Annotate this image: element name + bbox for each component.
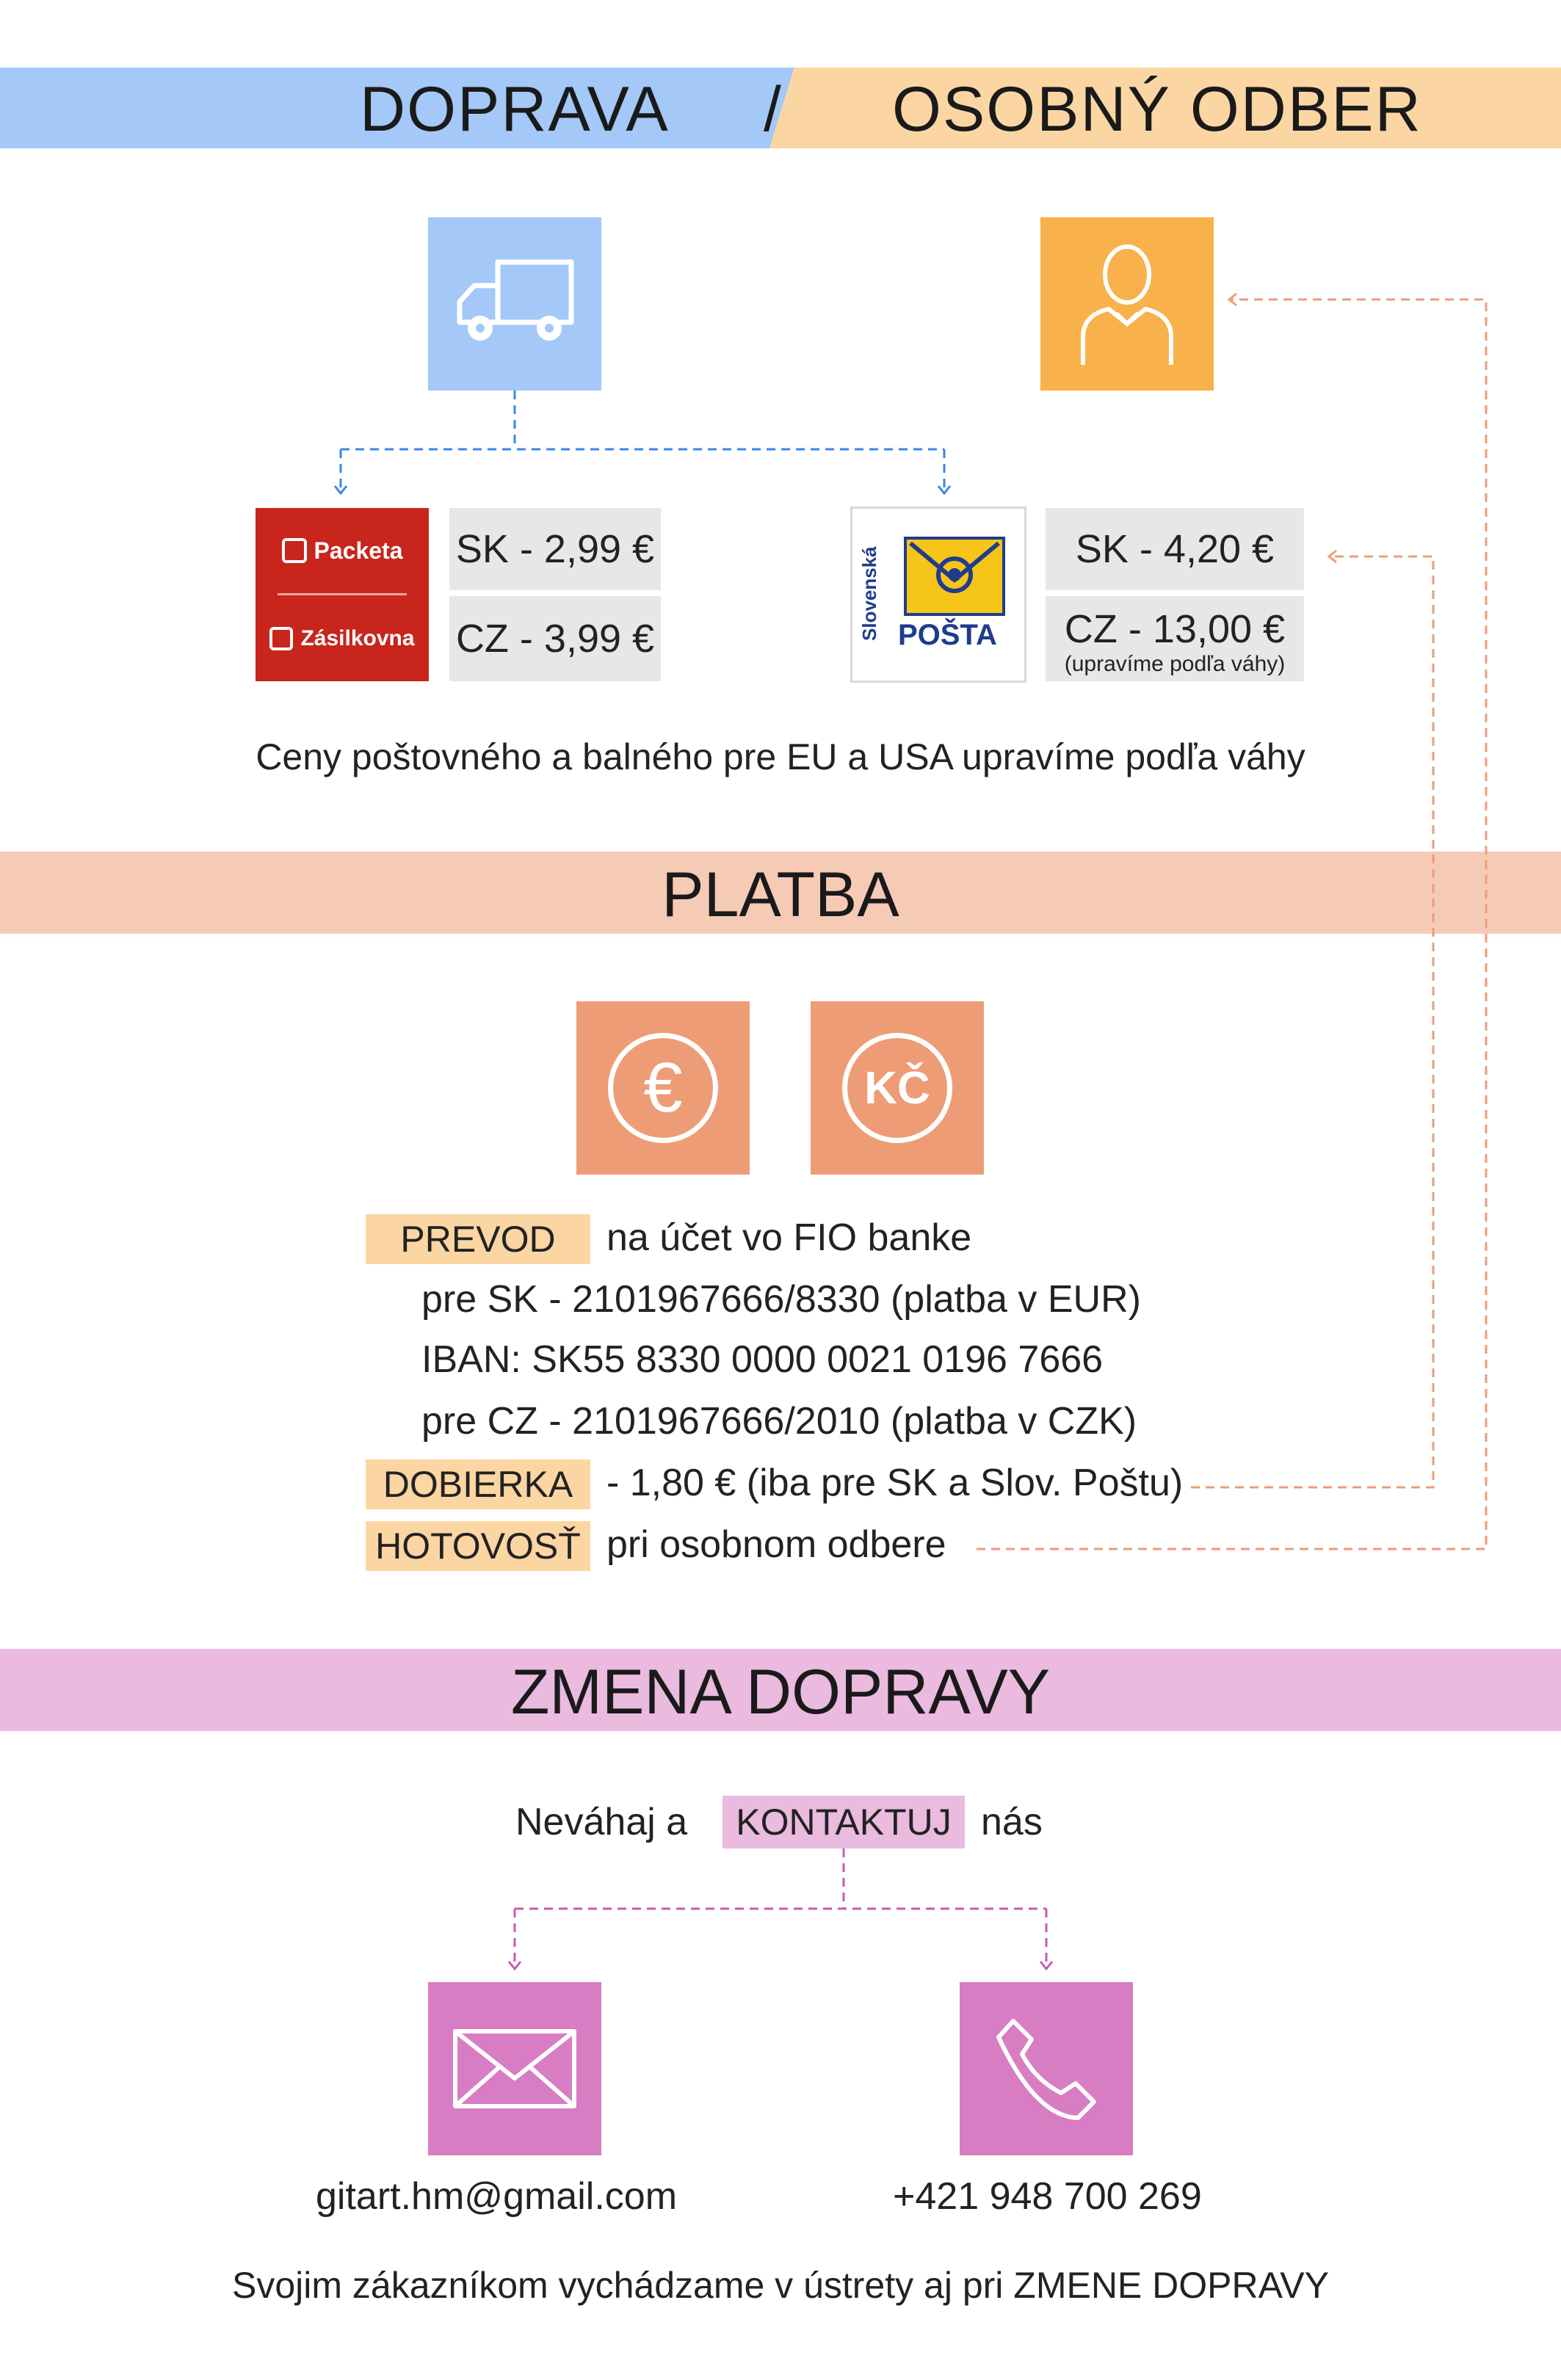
dobierka-connector [1191, 556, 1433, 1487]
prevod-text: na účet vo FIO banke [606, 1216, 972, 1259]
zmena-title: ZMENA DOPRAVY [510, 1657, 1051, 1727]
contact-intro-after: nás [981, 1801, 1043, 1843]
payment-line-cz: pre CZ - 2101967666/2010 (platba v CZK) [421, 1400, 1137, 1443]
euro-symbol: € [608, 1033, 718, 1143]
email-address[interactable]: gitart.hm@gmail.com [316, 2175, 678, 2218]
payment-line-iban: IBAN: SK55 8330 0000 0021 0196 7666 [421, 1338, 1104, 1381]
packeta-logo [256, 508, 429, 681]
header-slash: / [764, 74, 781, 145]
packeta-logo-bottom: Zásilkovna [300, 626, 415, 650]
posta-price-cz-note: (upravíme podľa váhy) [1064, 652, 1286, 676]
prevod-tag: PREVOD [366, 1214, 590, 1264]
phone-number[interactable]: +421 948 700 269 [893, 2175, 1202, 2218]
czk-symbol: KČ [842, 1033, 952, 1143]
packeta-price-cz: CZ - 3,99 € [449, 596, 661, 681]
dobierka-text: - 1,80 € (iba pre SK a Slov. Poštu) [606, 1462, 1184, 1504]
posta-price-sk: SK - 4,20 € [1046, 508, 1304, 590]
payment-line-sk: pre SK - 2101967666/8330 (platba v EUR) [421, 1278, 1141, 1321]
hotovost-tag: HOTOVOSŤ [366, 1521, 590, 1571]
posta-logo-side: Slovenská [858, 546, 880, 641]
header-band [0, 68, 1561, 148]
posta-price-cz: CZ - 13,00 € [1064, 607, 1286, 651]
hotovost-text: pri osobnom odbere [606, 1523, 946, 1566]
truck-icon [428, 217, 601, 391]
dobierka-tag: DOBIERKA [366, 1459, 590, 1509]
packeta-price-sk: SK - 2,99 € [449, 508, 661, 590]
shipping-note: Ceny poštovného a balného pre EU a USA upravíme podľa váhy [256, 736, 1305, 777]
envelope-icon[interactable] [428, 1982, 601, 2155]
euro-icon [576, 1001, 750, 1175]
contact-tag[interactable]: KONTAKTUJ [722, 1796, 965, 1849]
header-osobny-odber: OSOBNÝ ODBER [892, 74, 1422, 145]
header-doprava: DOPRAVA [360, 74, 670, 145]
posta-logo-main: POŠTA [898, 619, 997, 651]
posta-emblem [904, 537, 1005, 616]
shipping-connector [341, 391, 944, 493]
zasilkovna-box-icon [269, 627, 293, 650]
posta-price-cz-cell [1046, 596, 1304, 681]
person-icon [1040, 217, 1214, 391]
platba-title: PLATBA [662, 860, 899, 930]
contact-intro-before: Neváhaj a [515, 1801, 688, 1843]
posta-logo [850, 507, 1026, 683]
phone-icon[interactable] [960, 1982, 1133, 2155]
czk-icon [811, 1001, 984, 1175]
packeta-logo-top: Packeta [314, 537, 403, 564]
footer-text: Svojim zákazníkom vychádzame v ústrety aj pri ZMENE DOPRAVY [232, 2265, 1329, 2306]
packeta-box-icon [282, 538, 307, 563]
contact-connector [515, 1849, 1046, 1969]
